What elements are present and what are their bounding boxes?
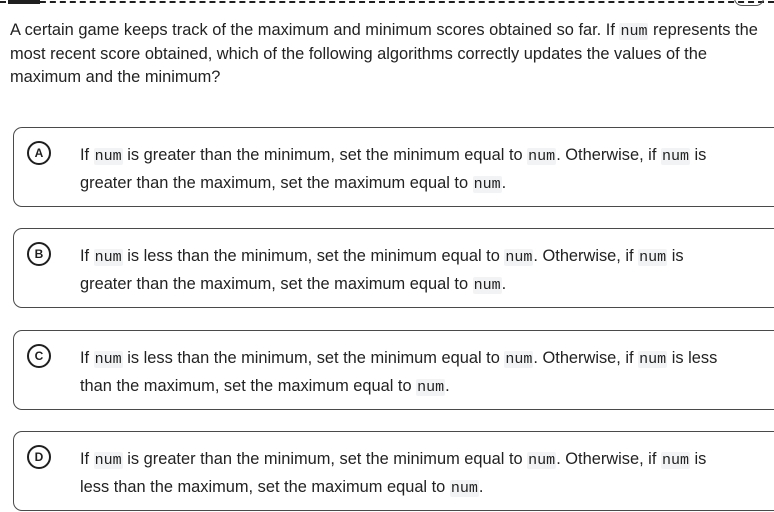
question-code-num: num: [620, 23, 648, 40]
question-text: [10, 19, 766, 89]
option-text: [80, 243, 740, 299]
toolbar-button-edge[interactable]: [734, 0, 764, 6]
option-text: [80, 142, 740, 198]
option-letter-badge: A: [27, 141, 51, 165]
option-text-part: .: [445, 377, 450, 395]
option-text-part: . Otherwise, if: [533, 247, 639, 265]
option-code-num: num: [94, 351, 122, 368]
option-text-part: If: [80, 247, 94, 265]
option-text: [80, 345, 740, 401]
option-code-num: num: [473, 277, 501, 294]
question-text-part: A certain game keeps track of the maximum and minimum scores obtained so far. If: [10, 21, 620, 39]
option-text-part: is less than the maximum, set the maximum equal to: [80, 450, 707, 496]
option-code-num: num: [505, 351, 533, 368]
option-text: [80, 446, 740, 502]
option-letter-badge: D: [27, 445, 51, 469]
progress-dashes: [0, 0, 774, 4]
option-text-part: If: [80, 349, 94, 367]
answer-option-b[interactable]: [13, 228, 774, 308]
option-code-num: num: [661, 148, 689, 165]
option-code-num: num: [528, 148, 556, 165]
option-code-num: num: [94, 148, 122, 165]
option-text-part: . Otherwise, if: [556, 450, 661, 468]
option-text-part: is greater than the maximum, set the maximum equal to: [80, 146, 707, 192]
option-text-part: If: [80, 450, 94, 468]
option-code-num: num: [528, 452, 556, 469]
option-text-part: If: [80, 146, 94, 164]
answer-option-d[interactable]: [13, 431, 774, 511]
option-text-part: is less than the minimum, set the minimum equal to: [122, 247, 505, 265]
option-code-num: num: [450, 480, 478, 497]
answer-option-a[interactable]: [13, 127, 774, 207]
option-code-num: num: [94, 249, 122, 266]
option-code-num: num: [639, 249, 667, 266]
dash-line: [0, 1, 774, 3]
option-letter-badge: B: [27, 242, 51, 266]
option-text-part: .: [478, 478, 484, 496]
question-text-part: represents the most recent score obtained, which of the following algorithms correctly updates the values of the maximum and the minimum?: [10, 21, 758, 86]
option-text-part: is greater than the maximum, set the maximum equal to: [80, 247, 684, 293]
option-text-part: .: [501, 174, 507, 192]
option-code-num: num: [505, 249, 533, 266]
answer-option-c[interactable]: [13, 330, 774, 410]
option-code-num: num: [661, 452, 689, 469]
option-text-part: is greater than the minimum, set the minimum equal to: [122, 450, 528, 468]
option-code-num: num: [417, 379, 445, 396]
option-code-num: num: [94, 452, 122, 469]
option-letter-badge: C: [27, 344, 51, 368]
option-code-num: num: [473, 176, 501, 193]
option-text-part: . Otherwise, if: [556, 146, 661, 164]
option-text-part: . Otherwise, if: [533, 349, 639, 367]
option-code-num: num: [639, 351, 667, 368]
option-text-part: is less than the maximum, set the maximum equal to: [80, 349, 718, 395]
option-text-part: is greater than the minimum, set the minimum equal to: [122, 146, 528, 164]
option-text-part: .: [501, 275, 507, 293]
option-text-part: is less than the minimum, set the minimum equal to: [122, 349, 505, 367]
current-question-marker: [8, 0, 40, 4]
